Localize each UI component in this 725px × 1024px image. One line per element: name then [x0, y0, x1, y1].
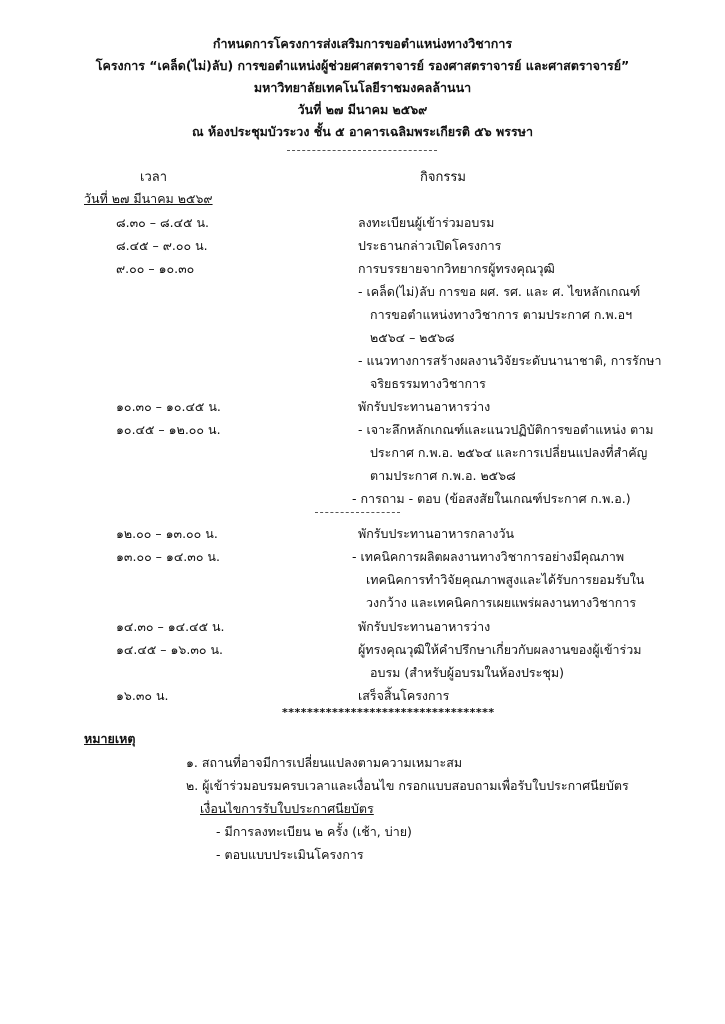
date-label: วันที่ ๒๗ มีนาคม ๒๕๖๙ [84, 191, 213, 206]
schedule-activity: พักรับประทานอาหารกลางวัน [358, 526, 515, 541]
schedule-activity-cont: อบรม (สำหรับผู้อบรมในห้องประชุม) [370, 665, 564, 680]
schedule-subitem-cont: ประกาศ ก.พ.อ. ๒๕๖๔ และการเปลี่ยนแปลงที่สำคัญ [370, 445, 648, 460]
schedule-subitem: - แนวทางการสร้างผลงานวิจัยระดับนานาชาติ, การรักษา [358, 353, 662, 368]
schedule-time: ๑๒.๐๐ – ๑๓.๐๐ น. [116, 526, 218, 541]
header-title: กำหนดการโครงการส่งเสริมการขอตำแหน่งทางวิชาการ [212, 36, 513, 51]
schedule-subitem-cont: ตามประกาศ ก.พ.อ. ๒๕๖๘ [370, 468, 516, 483]
schedule-activity: การบรรยายจากวิทยากรผู้ทรงคุณวุฒิ [358, 261, 555, 276]
schedule-subitem-cont: เทคนิคการทำวิจัยคุณภาพสูงและได้รับการยอมรับใน [366, 572, 645, 587]
schedule-subitem-cont: ๒๕๖๔ – ๒๕๖๘ [370, 330, 455, 345]
schedule-time: ๘.๔๕ – ๙.๐๐ น. [116, 238, 208, 253]
schedule-time: ๙.๐๐ – ๑๐.๓๐ [116, 261, 195, 276]
column-activity-header: กิจกรรม [420, 170, 466, 185]
condition-title: เงื่อนไขการรับใบประกาศนียบัตร [200, 801, 374, 816]
header-project: โครงการ “เคล็ด(ไม่)ลับ) การขอตำแหน่งผู้ช่วยศาสตราจารย์ รองศาสตราจารย์ และศาสตราจารย์” [95, 58, 630, 73]
remarks-title: หมายเหตุ [84, 731, 136, 746]
schedule-time: ๑๔.๔๕ – ๑๖.๓๐ น. [116, 642, 223, 657]
schedule-activity: พักรับประทานอาหารว่าง [358, 399, 491, 414]
schedule-activity: ลงทะเบียนผู้เข้าร่วมอบรม [358, 215, 495, 230]
schedule-time: ๑๐.๓๐ – ๑๐.๔๕ น. [116, 399, 221, 414]
header-university: มหาวิทยาลัยเทคโนโลยีราชมงคลล้านนา [253, 80, 472, 95]
header-date: วันที่ ๒๗ มีนาคม ๒๕๖๙ [297, 102, 428, 117]
schedule-activity: ประธานกล่าวเปิดโครงการ [358, 238, 502, 253]
schedule-subitem: - การถาม - ตอบ (ข้อสงสัยในเกณฑ์ประกาศ ก.พ.อ.) [352, 491, 631, 506]
divider [315, 512, 400, 513]
remark-item: ๑. สถานที่อาจมีการเปลี่ยนแปลงตามความเหมาะสม [186, 755, 463, 770]
schedule-activity: ผู้ทรงคุณวุฒิให้คำปรึกษาเกี่ยวกับผลงานของผู้เข้าร่วม [358, 642, 642, 657]
schedule-time: ๘.๓๐ – ๘.๔๕ น. [116, 215, 210, 230]
schedule-subitem-cont: การขอตำแหน่งทางวิชาการ ตามประกาศ ก.พ.อฯ [370, 307, 633, 322]
schedule-subitem-cont: วงกว้าง และเทคนิคการเผยแพร่ผลงานทางวิชาการ [366, 595, 637, 610]
stars-divider: ********************************** [282, 706, 495, 719]
header-venue: ณ ห้องประชุมบัวระวง ชั้น ๕ อาคารเฉลิมพระเกียรติ ๕๖ พรรษา [192, 124, 533, 139]
divider [287, 150, 437, 151]
remark-item: ๒. ผู้เข้าร่วมอบรมครบเวลาและเงื่อนไข กรอกแบบสอบถามเพื่อรับใบประกาศนียบัตร [186, 778, 629, 793]
schedule-time: ๑๔.๓๐ – ๑๔.๔๕ น. [116, 619, 225, 634]
schedule-subitem: - เจาะลึกหลักเกณฑ์และแนวปฏิบัติการขอตำแหน่ง ตาม [358, 422, 654, 437]
schedule-subitem-cont: จริยธรรมทางวิชาการ [370, 376, 486, 391]
schedule-activity: พักรับประทานอาหารว่าง [358, 619, 491, 634]
column-time-header: เวลา [140, 170, 168, 185]
schedule-activity: เสร็จสิ้นโครงการ [358, 688, 450, 703]
schedule-time: ๑๓.๐๐ – ๑๔.๓๐ น. [116, 549, 220, 564]
schedule-subitem: - เคล็ด(ไม่)ลับ การขอ ผศ. รศ. และ ศ. ไขหลักเกณฑ์ [358, 284, 641, 299]
condition-item: - ตอบแบบประเมินโครงการ [216, 847, 364, 862]
schedule-subitem: - เทคนิคการผลิตผลงานทางวิชาการอย่างมีคุณภาพ [352, 549, 625, 564]
schedule-time: ๑๐.๔๕ – ๑๒.๐๐ น. [116, 422, 221, 437]
condition-item: - มีการลงทะเบียน ๒ ครั้ง (เช้า, บ่าย) [216, 824, 412, 839]
schedule-time: ๑๖.๓๐ น. [116, 688, 169, 703]
